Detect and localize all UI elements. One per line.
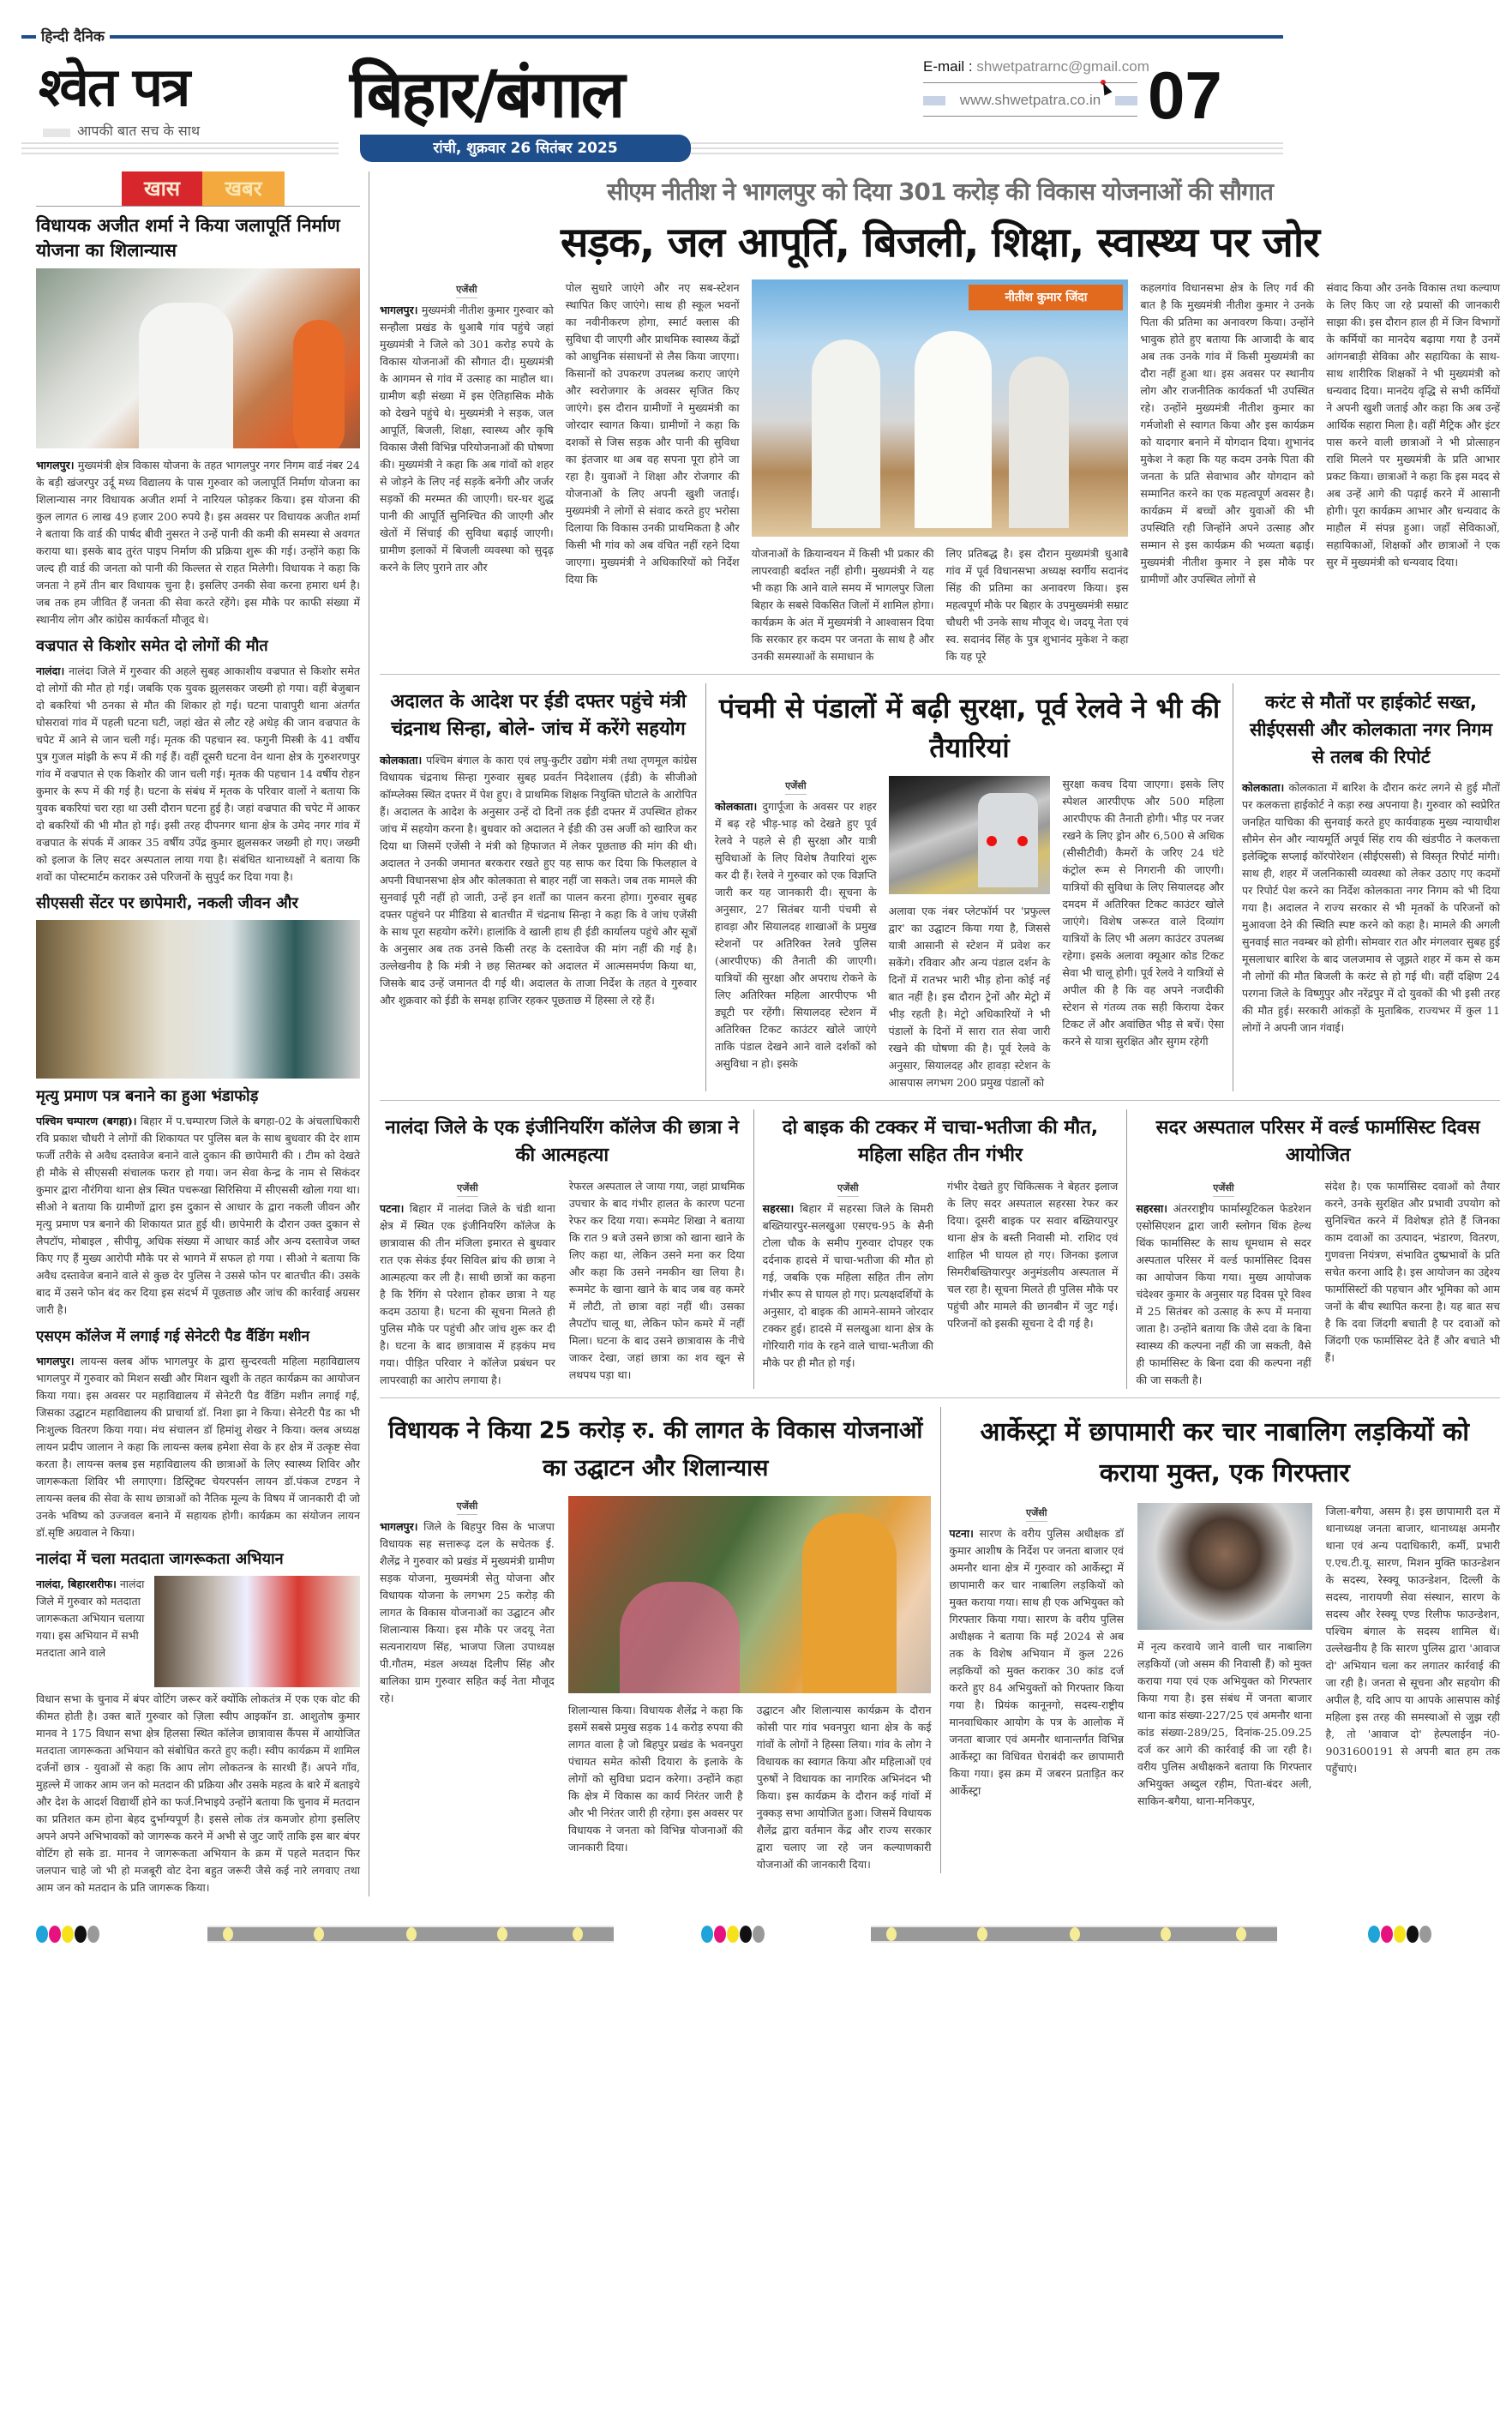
railway-col-2: अलावा एक नंबर प्लेटफॉर्म पर 'प्रफुल्ल द्वार' का उद्घाटन किया गया है, जिससे यात्री आसानी से स्टेशन में प्रवेश कर सकेंगे। रविवार और अन्य पंडाल दर्शन के दिनों में रातभर भारी भीड़ होना कोई नई बात नहीं है। इस दौरान ट्रेनों और मेट्रो में भीड़ रहती है। मेट्रो अधिकारियों ने भी पंडालों के दिनों में सारा रात सेवा जारी रखने की घोषणा की है। पूर्व रेलवे के अनुसार, सियालदह और हावड़ा स्टेशन के आसपास लगभग 200 प्रमुख पंडालों को (888, 904, 1051, 1089)
tagline-bar (43, 129, 70, 137)
photo-mla-ceremony (36, 268, 360, 448)
lead-col-1-wrap (380, 279, 554, 576)
email-link[interactable]: shwetpatrarnc@gmail.com (976, 58, 1149, 75)
story-body (36, 1113, 360, 1319)
story-col-1 (950, 1525, 1125, 1800)
story-headline[interactable]: नालंदा में चला मतदाता जागरूकता अभियान (36, 1550, 284, 1568)
agency-credit: एजेंसी (456, 283, 477, 298)
lead-col-2: पोल सुधारे जाएंगे और नए सब-स्टेशन स्थापित किए जाएंगे। साथ ही स्कूल भवनों का नवीनीकरण होगा, स्मार्ट क्लास की सुविधा दी जाएगी और प्राथमिक स्वास्थ्य केंद्रों को आधुनिक संसाधनों से लैस किया जाएगा। किसानों को उपकरण उपलब्ध कराए जाएंगे और स्वरोजगार के अवसर सृजित किए जाएंगे। इस दौरान ग्रामीणों ने मुख्यमंत्री का जोरदार स्वागत किया। ग्रामीणों ने कहा कि दशकों से जिस सड़क और पानी की सुविधा का इंतजार था अब वह सपना पूरा होने जा रहा है। युवाओं ने शिक्षा और रोजगार की योजनाओं के लिए अपनी खुशी जताई। मुख्यमंत्री ने लोगों से संवाद करते हुए भरोसा दिलाया कि विकास उनकी प्राथमिकता है और किसी भी गांव को अब वंचित नहीं रहने दिया जाएगा। मुख्यमंत्री ने अधिकारियों को निर्देश दिया कि (565, 281, 740, 586)
story-subheadline: मृत्यु प्रमाण पत्र बनाने का हुआ भंडाफोड़ (36, 1087, 259, 1105)
story-text: बिहार में प.चम्पारण जिले के बगहा-02 के अंचलाधिकारी रवि प्रकाश चौधरी ने लोगों की शिकायत पर पुलिस बल के साथ बुधवार की देर शाम फर्जी तरीके से अवैध दस्तावेज बनाने वाले दुकान की छापेमारी की । टीम को देखते ही मौके से सीएससी संचालक फरार हो गया। जन सेवा केन्द्र के नाम से सिकंदर कुमार द्वारा नौरंगिया थाना क्षेत्र स्थित पचरूखा सिरिसिया में सीएससी खोला गया था। सीओ ने बताया कि ग्रामीणों द्वारा इस दुकान से आधार के द्वारा नकली जीवन और मृत्यु प्रमाण पत्र बनाने की शिकायत प्रात हुई थी। छापेमारी के दौरान उक्त दुकान से लैपटॉप, मोबाइल , सीपीयू, अधिक संख्या में आधार कार्ड और अन्य दस्तावेज जब्त किए गए हैं मुख्य आरोपी मौके पर से भागने में सफल हो गया । सीओ ने बताया कि अवैध दस्तावेज बनाने वाले से कुछ देर पुलिस ने उससे फोन पर बातचीत की। उसके बाद में उसने फोन बंद कर दिया इस संदर्भ में पूछताछ और जांच की कार्रवाई अग्रसर जारी है। (36, 1115, 360, 1316)
page-body (21, 171, 1500, 1896)
lead-col-3: योजनाओं के क्रियान्वयन में किसी भी प्रकार की लापरवाही बर्दाश्त नहीं होगी। मुख्यमंत्री ने यह भी कहा कि आने वाले समय में भागलपुर जिला बिहार के सबसे विकसित जिलों में शामिल होगा। कार्यक्रम के अंत में मुख्यमंत्री ने आश्वासन दिया कि सरकार हर कदम पर जनता के साथ है और उनकी समस्याओं के समाधान के (751, 547, 934, 663)
dateline: नालंदा। (36, 664, 65, 677)
story-col-1-wrap (950, 1503, 1125, 1810)
railway-col-1-wrap (715, 776, 877, 1073)
story-text: नालंदा जिले में गुरुवार को मतदाता जागरूकता अभियान चलाया गया। इस अभियान में सभी मतदाता आने वाले (36, 1578, 145, 1659)
section-title: बिहार/बंगाल (350, 56, 623, 132)
story-cols (950, 1503, 1501, 1810)
agency-wrap (380, 279, 554, 302)
story-block (940, 1407, 1501, 1873)
dateline: भागलपुर। (380, 304, 418, 316)
story-text: मुख्यमंत्री नीतीश कुमार गुरुवार को सन्हौला प्रखंड के धुआबै गांव पहुंचे जहां मुख्यमंत्री ने जिले को 301 करोड़ रुपये के विकास योजनाओं की सौगात दी। मुख्यमंत्री के आगमन से गांव में उत्साह का माहौल था। ग्रामीण बड़ी संख्या में इस ऐतिहासिक मौके को देखने पहुंचे थे। मुख्यमंत्री ने सड़क, जल आपूर्ति, बिजली, शिक्षा, स्वास्थ्य और कृषि विकास जैसी विभिन्न परियोजनाओं की घोषणा की। मुख्यमंत्री ने कहा कि अब गांवों को शहर से जोड़ने के लिए नई सड़कें बनेंगी और जर्जर सड़कों की मरम्मत की जाएगी। घर-घर शुद्ध पानी की आपूर्ति सुनिश्चित की जाएगी और खेतों में सिंचाई की सुविधा बढ़ाई जाएगी। ग्रामीण इलाकों में बिजली व्यवस्था को सुदृढ़ करने के लिए पुराने तार और (380, 304, 554, 574)
story-cols (763, 1178, 1119, 1372)
story-col-3: जिला-बगैया, असम है। इस छापामारी दल में थानाध्यक्ष जनता बाजार, थानाध्यक्ष अमनौर थाना एवं अन्य पदाधिकारी, कर्मी, प्रभारी ए.एच.टी.यू. सारण, मिशन मुक्ति फाउन्डेशन के सदस्य, रेस्क्यू फाउन्डेशन, दिल्ली के सदस्य, नारायणी सेवा संस्थान, सारण के सदस्य और रेस्क्यू एण्ड रिलीफ फाउन्डेशन, पश्चिम बंगाल के सदस्य शामिल थें। उल्लेखनीय है कि सारण पुलिस द्वारा 'आवाज दो' अभियान चला कर लगातर कार्रवाई की जा रही है। जनता से सूचना और सहयोग की अपील है, यदि आप या आपके आसपास कोई महिला इस तरह की समस्याओं से जुझ रही है, तो 'आवाज दो' हेल्पलाईन नं0-9031600191 से अपनी बात हम तक पहुँचाएं। (1325, 1505, 1500, 1775)
agency-credit: एजेंसी (785, 779, 807, 795)
cmyk-marks-right (1368, 1926, 1431, 1943)
left-stories (21, 213, 360, 1896)
railway-cols (715, 776, 1224, 1091)
story-body (380, 752, 697, 1009)
story-headline[interactable]: सीएससी सेंटर पर छापेमारी, नकली जीवन और (36, 894, 298, 912)
story-col-1 (1136, 1200, 1311, 1389)
dateline: पटना। (949, 1527, 974, 1540)
story-text: कोलकाता में बारिश के दौरान करंट लगने से हुई मौतों पर कलकत्ता हाईकोर्ट ने कड़ा रुख अपनाया है। गुरुवार को स्वप्रेरित जनहित याचिका की सुनवाई करते हुए कार्यवाहक मुख्य न्यायाधीश सौमेन सेन और न्यायमूर्ति अपूर्व सिंह राय की खंडपीठ ने कलकत्ता इलेक्ट्रिक सप्लाई कॉरपोरेशन (सीईएससी) से विस्तृत रिपोर्ट मांगी। साथ ही, शहर में जलनिकासी व्यवस्था को लेकर उठाए गए कदमों पर रिपोर्ट पेश करने का निर्देश कोलकाता नगर निगम को भी दिया गया है। अदालत ने राज्य सरकार से भी मृतकों के परिजनों को मुआवजा देने की स्थिति स्पष्ट करने को कहा है। मामले की अगली सुनवाई सात नवम्बर को होगी। सोमवार रात और मंगलवार सुबह हुई मूसलाधार बारिश के बाद जलजमाव से जूझते शहर में कम से कम नौ लोगों की मौत बिजली के करंट से हो गई थी। वहीं दक्षिण 24 परगना जिले के विष्णुपुर और नरेंद्रपुर में दो युवकों की भी इसी तरह की मौत हुई। सरकारी आंकड़ों के मुताबिक, राज्यभर में कुल 11 लोगों ने अपनी जान गंवाई। (1242, 781, 1500, 1034)
agency-wrap (715, 776, 877, 798)
tagline: आपकी बात सच के साथ (77, 123, 201, 139)
story-cols (380, 1178, 745, 1389)
section-rule (380, 1100, 1500, 1101)
story-body-wrap (36, 1576, 146, 1687)
main-area (380, 171, 1500, 1896)
story-col-3: उद्घाटन और शिलान्यास कार्यक्रम के दौरान कोसी पार गांव भवनपुरा थाना क्षेत्र के कई गांवों के लोगों ने हिस्सा लिया। गांव के लोग ने विधायक का स्वागत किया और महिलाओं एवं पुरुषों ने विधायक का नागरिक अभिनंदन भी किया। इस कार्यक्रम के दौरान कई गांवों में नुक्कड़ सभा आयोजित हुआ। जिसमें विधायक शैलेंद्र द्वारा वर्तमान केंद्र और राज्य सरकार द्वारा चलाए जा रहे जन कल्याणकारी योजनाओं की जानकारी दिया। (756, 1704, 932, 1871)
lead-kicker: सीएम नीतीश ने भागलपुर को दिया 301 करोड़ की विकास योजनाओं की सौगात (607, 177, 1273, 206)
khas-label: खास (122, 171, 202, 206)
story-body (1242, 779, 1500, 1037)
dateline: सहरसा। (1136, 1202, 1167, 1215)
dateline: कोलकाता। (715, 800, 758, 813)
masthead-lines-right (691, 142, 1283, 154)
photo-cm-nitish-stage (752, 279, 1129, 537)
hc-story (1233, 683, 1500, 1091)
photo-banner-text: नीतीश कुमार जिंदा (969, 285, 1123, 310)
website-bar-right (1115, 96, 1137, 105)
edition-type: हिन्दी दैनिक (36, 26, 110, 45)
story-text: सारण के वरीय पुलिस अधीक्षक डॉ कुमार आशीष के निर्देश पर जनता बाजार एवं अमनौर थाना क्षेत्र में गुरुवार को आर्केस्ट्रा में छापामारी कर चार नाबालिग लड़कियों को मुक्त कराया गया। साथ ही एक अभियुक्त को गिरफ्तार किया गया। सारण के वरीय पुलिस अधीक्षक ने बताया कि मई 2024 से अब तक के विशेष अभियान में कुल 226 लड़कियों को मुक्त कराकर 30 कांड दर्ज करते हुए 84 अभियुक्तों को गिरफ्तार किया गया है। प्रियंक कानूनगो, सदस्य-राष्ट्रीय मानवाधिकार आयोग के पत्र के आलोक में जनता बाजार एवं अमनौर थानान्तर्गत विभिन्न आर्केस्ट्रा का विधिवत घेराबंदी कर छापामारी किया गया। इस क्रम में जबरन प्रताड़ित कर आर्केस्ट्रा (949, 1527, 1124, 1797)
lead-col-5: कहलगांव विधानसभा क्षेत्र के लिए गर्व की बात है कि मुख्यमंत्री नीतीश कुमार ने उनके पिता की प्रतिमा का अनावरण किया। उन्होंने भावुक होते हुए बताया कि आजादी के बाद अब तक उनके गांव में किसी मुख्यमंत्री का दौरा नहीं हुआ था। इस अवसर पर स्थानीय लोग और राजनीतिक कार्यकर्ता भी उपस्थित रहे। उन्होंने मुख्यमंत्री नीतीश कुमार का गर्मजोशी से स्वागत किया और इस कार्यक्रम को यादगार बनाने में योगदान दिया। शुभानंद मुकेश ने कहा कि यह कदम उनके पिता की जनता के प्रति सेवाभाव और योगदान को सम्मानित करने का एक महत्वपूर्ण अवसर है। कार्यक्रम में बच्चों और युवाओं की भी उपस्थिति रही जिन्होंने अपने उत्साह और सम्मान से इस कार्यक्रम की भव्यता बढ़ाई। मुख्यमंत्री नीतीश कुमार ने इस मौके पर ग्रामीणों और उपस्थित लोगों से (1140, 281, 1315, 586)
agency-wrap (380, 1496, 555, 1518)
story-text: पश्चिम बंगाल के कारा एवं लघु-कुटीर उद्योग मंत्री तथा तृणमूल कांग्रेस विधायक चंद्रनाथ सिन्हा गुरुवार सुबह प्रवर्तन निदेशालय (ईडी) के सीजीओ कॉम्प्लेक्स स्थित दफ्तर में पेश हुए। वे प्राथमिक शिक्षक नियुक्ति घोटाले के आरोपित हैं। अदालत के आदेश के अनुसार उन्हें दो दिनों तक ईडी दफ्तर में उपस्थित होकर जांच में सहयोग करना है। बुधवार को अदालत ने ईडी की उस अर्जी को खारिज कर दिया था जिसमें एजेंसी ने मंत्री को हिफाजत में लेकर पूछताछ की मांग की थी। अदालत ने उनकी जमानत बरकरार रखते हुए यह साफ कर दिया कि फिलहाल वे अपनी विधानसभा क्षेत्र और कोलकाता से बाहर नहीं जा सकते। जब तक मामले की सुनवाई पूरी नहीं हो जाती, उन्हें इन शर्तों का पालन करना होगा। गुरुवार सुबह दफ्तर पहुंचने पर मीडिया से बातचीत में चंद्रनाथ सिन्हा ने कहा कि वे जांच एजेंसी के साथ पूरा सहयोग करेंगे। हालांकि वे खाली हाथ ही ईडी कार्यालय पहुंचे और सूत्रों के अनुसार अब तक उनसे किसी तरह के दस्तावेज की मांग नहीं की गई है। उल्लेखनीय है कि मंत्री ने छह सितम्बर को अदालत में आत्मसमर्पण किया था, जिसके बाद उन्हें जमानत दी गई थी। अदालत के ताजा निर्देश के तहत वे गुरुवार और शुक्रवार को ईडी के समक्ष हाजिर रहकर पूछताछ में हिस्सा ले रहे हैं। (380, 754, 697, 1007)
story-headline[interactable]: विधायक ने किया 25 करोड़ रु. की लागत के विकास योजनाओं का उद्घाटन और शिलान्यास (388, 1417, 923, 1481)
agency-credit: एजेंसी (837, 1181, 859, 1197)
dateline: भागलपुर। (380, 1520, 418, 1533)
story-text: बिहार में सहरसा जिले के सिमरी बख्तियारपुर-सलखुआ एसएच-95 के सैनी टोला चौक के समीप गुरुवार दोपहर एक दर्दनाक हादसे में चाचा-भतीजा की मौत हो गई, जबकि एक महिला सहित तीन लोग गंभीर रूप से घायल हो गए। प्रत्यक्षदर्शियों के अनुसार, दो बाइक की आमने-सामने जोरदार टक्कर हुई। हादसे में सलखुआ थाना क्षेत्र के गोरियारी गांव के रहने वाले चाचा-भतीजा की मौके पर ही मौत हो गई। (762, 1202, 933, 1369)
story-body: विधान सभा के चुनाव में बंपर वोटिंग जरूर करें क्योंकि लोकतंत्र में एक एक वोट की कीमत होती है। उक्त बातें गुरुवार को ज़िला स्वीप आइकॉन डा. आशुतोष कुमार मानव ने 175 विधान सभा क्षेत्र हिलसा स्थित कॉलेज छात्रावास कैंपस में आयोजित मतदाता जागरूकता अभियान को संबोधित करते हुए कही। स्वीप कार्यक्रम में शामिल दर्जनों छात्र - युवाओं से कहा कि आप लोग लोकतन्त्र के सारथी हैं। अपने गाँव, मुहल्ले में जाकर आम जन को मतदान की प्रक्रिया और उसके महत्व के बारे में बताइये और देश के आदर्श विद्यार्थी होने का फर्ज.निभाइये उन्होंने बताया कि चुनाव में मतदान का प्रतिशत कम होना बेहद दुर्भाग्यपूर्ण है। इससे लोक तंत्र कमजोर होगा इसलिए अपने अपने अभिभावकों को जागरूक करने में अभी से जुट जाएँ ताकि इस बार बंपर वोटिंग हो सके डा. मानव ने जागरूकता अभियान के क्रम में पहले मतदान फिर जलपान चाहे जो भी हो मजबूरी वोट देना बहुत जरूरी जैसे कई नारे लगवाए तथा आम जन को मतदान के प्रति जागरूक किया। (36, 1692, 360, 1894)
story-headline[interactable]: सदर अस्पताल परिसर में वर्ल्ड फार्मासिस्ट दिवस आयोजित (1155, 1117, 1480, 1166)
agency-credit: एजेंसी (457, 1181, 478, 1197)
website-link[interactable]: www.shwetpatra.co.in (959, 92, 1101, 108)
railway-col-2-wrap (889, 776, 1051, 1091)
story-col-1-wrap (1136, 1178, 1311, 1389)
photo-metro-train (889, 776, 1051, 894)
story-cols (1136, 1178, 1500, 1389)
khas-khabar-label (122, 171, 360, 206)
registration-bar-left (207, 1926, 614, 1943)
lead-col-4: लिए प्रतिबद्ध है। इस दौरान मुख्यमंत्री धुआबै गांव में पूर्व विधानसभा अध्यक्ष स्वर्गीय सदानंद सिंह की प्रतिमा का अनावरण किया। इस महत्वपूर्ण मौके पर बिहार के उपमुख्यमंत्री सम्राट चौधरी भी उनके साथ मौजूद थे। जदयू नेता एवं स्व. सदानंद सिंह के पुत्र शुभानंद मुकेश ने कहा कि यह पूरे (945, 547, 1129, 663)
story-block (380, 1109, 753, 1389)
story-headline[interactable]: अदालत के आदेश पर ईडी दफ्तर पहुंचे मंत्री चंद्रनाथ सिन्हा, बोले- जांच में करेंगे सहयोग (390, 691, 687, 740)
story-headline[interactable]: दो बाइक की टक्कर में चाचा-भतीजा की मौत, महिला सहित तीन गंभीर (782, 1117, 1099, 1166)
masthead (21, 0, 1500, 171)
story-headline[interactable]: विधायक अजीत शर्मा ने किया जलापूर्ति निर्माण योजना का शिलान्यास (36, 215, 340, 261)
story-photo-block (568, 1496, 932, 1873)
railway-story (705, 683, 1233, 1091)
lead-col-6: संवाद किया और उनके विकास तथा कल्याण के लिए किए जा रहे प्रयासों की जानकारी साझा की। इस दौरान हाल ही में जिन विभागों के कर्मियों का मानदेय बढ़ाया गया है उनमें आंगनबाड़ी सेविका और सहायिका के साथ-साथ शारीरिक शिक्षकों ने भी मुख्यमंत्री को धन्यवाद दिया। मानदेय वृद्धि से सभी कर्मियों ने अपनी खुशी जताई और कहा कि अब उन्हें आर्थिक सहारा मिला है। वहीं मैट्रिक और इंटर पास करने वाली छात्राओं ने भी प्रोत्साहन राशि मिलने पर मुख्यमंत्री के प्रति आभार प्रकट किया। छात्राओं ने कहा कि इस मदद से अब उन्हें आगे की पढ़ाई करने में आसानी होगी। पूरा कार्यक्रम आभार और धन्यवाद के माहौल में संपन्न हुआ। जहाँ सेविकाओं, सहायिकाओं, शिक्षकों और छात्राओं ने एक सुर में मुख्यमंत्री को धन्यवाद दिया। (1326, 281, 1500, 568)
row-3 (380, 1109, 1500, 1389)
masthead-lines-left (21, 142, 339, 154)
print-marks (21, 1908, 1500, 1960)
agency-credit: एजेंसी (457, 1499, 478, 1515)
story-block (1126, 1109, 1500, 1389)
story-col-2: संदेश है। एक फार्मासिस्ट दवाओं को तैयार करने, उनके सुरक्षित और प्रभावी उपयोग को सुनिश्चित करने में विशेषज्ञ होते हैं जिनका काम दवाओं का उत्पादन, भंडारण, वितरण, गुणवत्ता नियंत्रण, संभावित दुष्प्रभावों के प्रति सचेत करना आदि है। इस आयोजन का उद्देश्य फार्मासिस्टों की पहचान और भूमिका को आम जनों के बीच स्थापित करना है। यह बात सच है कि दवा जिंदगी बचाती है पर दवाओं को जिंदगी एक फार्मासिस्ट देते हैं और बचाते भी हैं। (1324, 1180, 1500, 1364)
lead-photo-cols (752, 545, 1129, 665)
story-col-1-wrap (763, 1178, 933, 1372)
agency-wrap (1136, 1178, 1311, 1200)
dateline: कोलकाता। (380, 754, 423, 766)
agency-credit: एजेंसी (1026, 1506, 1047, 1522)
story-col-1 (763, 1200, 933, 1372)
photo-csc-raid (36, 920, 360, 1079)
story-block (753, 1109, 1127, 1389)
agency-wrap (763, 1178, 933, 1200)
newspaper-logo: श्वेत पत्र (39, 56, 189, 118)
story-headline[interactable]: वज्रपात से किशोर समेत दो लोगों की मौत (36, 637, 268, 655)
agency-wrap (380, 1178, 555, 1200)
dateline: पटना। (380, 1202, 405, 1215)
story-col-2: शिलान्यास किया। विधायक शैलेंद्र ने कहा कि इसमें सबसे प्रमुख सड़क 14 करोड़ रुपया की लागत वाला है जो बिहपुर प्रखंड के भवनपुरा पंचायत समेत कोसी दियारा के इलाके के लोगों को सुविधा प्रदान करेगा। उन्होंने कहा कि क्षेत्र में विकास का कार्य निरंतर जारी है और भी निरंतर जारी ही रहेगा। इस अवसर पर विधायक ने जनता को विभिन्न योजनाओं की जानकारी दिया। (567, 1704, 743, 1854)
story-cols (380, 1496, 932, 1873)
story-photo-cols (568, 1702, 932, 1873)
section-rule (380, 674, 1500, 675)
story-headline[interactable]: करंट से मौतों पर हाईकोर्ट सख्त, सीईएससी और कोलकाता नगर निगम से तलब की रिपोर्ट (1249, 692, 1493, 767)
row-4 (380, 1407, 1500, 1873)
dateline-badge: रांची, शुक्रवार 26 सितंबर 2025 (360, 135, 691, 162)
story-headline[interactable]: आर्केस्ट्रा में छापामारी कर चार नाबालिग लड़कियों को कराया मुक्त, एक गिरफ्तार (980, 1417, 1470, 1488)
story-text: लायन्स क्लब ऑफ भागलपुर के द्वारा सुन्दरवती महिला महाविद्यालय भागलपुर में गुरुवार को मिशन सखी और मिशन खुशी के तहत कार्यक्रम का आयोजन किया गया। इस अवसर पर महाविद्यालय में सेनेटरी पैड वैंडिंग मशीन लगाई गई, जिसका उद्घाटन महाविद्यालय की प्राचार्या डॉ. निशा झा ने किया। सेनेटरी पैड का भी निःशुल्क वितरण किया गया। मंच संचालन डॉ हिमांशु शेखर ने किया। क्लब अध्यक्ष लायन प्रदीप जालान ने कहा कि लायन्स क्लब हमेशा सेवा के हर क्षेत्र में उत्कृष्ट सेवा करता है। लायन्स क्लब इस महाविद्यालय की छात्राओं के लिए स्वास्थ्य शिविर और जागरूकता शिविर भी लगाएगा। डिस्ट्रिक्ट चेयरपर्सन लायन डॉ.पंकज टण्डन ने लायन्स क्लब की सेवा के साथ छात्राओं को नैतिक मूल्य के विषय में जानकारी दी जो उनके भविष्य को उज्जवल बनाने में सहायक होगी। कार्यक्रम का संयोजन लायन डॉ.सृष्टि अग्रवाल ने किया। (36, 1355, 360, 1539)
story-body (36, 457, 360, 628)
lead-col-1 (380, 302, 554, 576)
story-col-2: गंभीर देखते हुए चिकित्सक ने बेहतर इलाज के लिए सदर अस्पताल सहरसा रेफर कर दिया। दूसरी बाइक पर सवार बख्तियारपुर थाना क्षेत्र के बस्ती निवासी मो. राशिद एवं शाहिल भी घायल हो गए। जिनका इलाज सिमरीबख्तियारपुर अनुमंडलीय अस्पताल में चल रहा है। सूचना मिलते ही पुलिस मौके पर पहुंची और मामले की छानबीन में जुट गई। परिजनों को इसकी सूचना दे दी गई है। (946, 1180, 1119, 1330)
photo-voter-awareness (154, 1576, 360, 1687)
story-text: मुख्यमंत्री क्षेत्र विकास योजना के तहत भागलपुर नगर निगम वार्ड नंबर 24 के बड़ी खंजरपुर उर्दू मध्य विद्यालय के पास गुरुवार को जलापूर्ति निर्माण योजना का शिलान्यास नगर विधायक अजीत शर्मा ने नारियल फोड़कर किया। इस योजना की कुल लागत 6 लाख 49 हजार 200 रुपये है। इस अवसर पर विधायक अजीत शर्मा ने बताया कि वार्ड की पार्षद बीवी नुसरत ने उन्हें पानी की कमी की समस्या से अवगत कराया था। इसके बाद तुरंत पाइप निर्माण की प्रक्रिया शुरू की गई। उन्होंने कहा कि जल्द ही वार्ड की जनता को पानी की किल्लत से राहत मिलेगी। विधायक ने कहा कि जनता ने हमें तीन बार विधायक चुना है। इसलिए उनकी सेवा करना हमारा धर्म है। जब तक हम जीवित हैं जनता की सेवा करते रहेंगे। इस मौके पर काफी संख्या में स्थानीय लोग और कांग्रेस कार्यकर्ता मौजूद थे। (36, 459, 360, 626)
story-body (36, 663, 360, 886)
khabar-label: खबर (202, 171, 285, 206)
story-text: जिले के बिहपुर विस के भाजपा विधायक सह सत्तारूढ़ दल के सचेतक ई. शैलेंद्र ने गुरुवार को प्रखंड में मुख्यमंत्री ग्रामीण सड़क योजना, मुख्यमंत्री सेतु योजना और विधायक योजना के लगभग 25 करोड़ की लागत के विकास योजनाओं का उद्घाटन और शिलान्यास किया। इस मौके पर जदयू नेता सत्यनारायण सिंह, भाजपा जिला उपाध्यक्ष पी.गौतम, मंडल अध्यक्ष दिलीप सिंह और बालिका ग्राम गुरुवार सहित कई नेता मौजूद रहे। (380, 1520, 555, 1704)
story-col-1-wrap (380, 1178, 555, 1389)
photo-mla-inauguration (568, 1496, 932, 1693)
story-text: नालंदा जिले में गुरुवार की अहले सुबह आकाशीय वज्रपात से किशोर समेत दो लोगों की मौत हो गई। जबकि एक युवक झुलसकर जख्मी हो गया। वहीं बेजुबान दो बकरियां भी ठनका से मौत की शिकार हो गई। घटना पावापुरी थाना अंतर्गत घोसरावां गांव में पहली घटना घटी, जहां खेत से लौट रहे अधेड़ की जान वज्रपात के चपेट में आने से जान चली गई। मृतक की पहचान स्व. फगुनी मिस्त्री के 41 वर्षीय पुत्र गुजल मांझी के रूप में की गई हैं। वहीं दूसरी घटना वेन थाना क्षेत्र के गुरुशरणपुर गांव में वज्रपात से एक किशोर की जान चली गई। मृतक की पहचान 14 वर्षीय रोहन कुमार के रूप में की गई है। घटना के संबंध में मृतक के परिवार वालों ने बताया कि युवक बकरियां चरा रहा था उसी दौरान घटना हुई है। जहां वज्रपात की चपेट में आकर दो बकरियों की भी मौत हो गई। इसी तरह दीपनगर थाना क्षेत्र के उमेद नगर गांव में वज्रपात के संपर्क में आकर 35 वर्षीय उपेंद्र कुमार झुलसकर जख्मी हो गए। जख्मी को इलाज के लिए सदर अस्पताल लाया गया है। संबंधित थानाध्यक्षों ने बताया कि शवों का पोस्टमार्टम कराकर उसे परिजनों के सुपुर्द कर दिया गया है। (36, 664, 360, 883)
registration-bar-right (871, 1926, 1277, 1943)
dateline: नालंदा, बिहारशरीफ। (36, 1578, 117, 1590)
story-wrap-row (36, 1576, 360, 1687)
story-col-1 (380, 1200, 555, 1389)
story-headline[interactable]: पंचमी से पंडालों में बढ़ी सुरक्षा, पूर्व रेलवे ने भी की तैयारियां (718, 692, 1221, 764)
railway-col-1 (715, 798, 877, 1073)
page-number: 07 (1148, 57, 1222, 133)
story-col-2: रेफरल अस्पताल ले जाया गया, जहां प्राथमिक उपचार के बाद गंभीर हालत के कारण पटना रेफर कर दिया गया। रूममेट शिखा ने बताया कि रात 9 बजे उसने छात्रा को खाना खाने के लिए कहा था, लेकिन उसने मना कर दिया और कहा कि उसने नमकीन खा लिया है। रूममेट के खाना खाने के बाद जब वह कमरे में लौटी, तो छात्रा वहां नहीं थी। उसका लैपटॉप चालू था, लेकिन फोन कमरे में नहीं मिला। घटना के बाद उसने छात्रावास के नीचे जाकर देखा, जहां छात्रा का शव खून से लथपथ पड़ा था। (568, 1180, 745, 1381)
story-col-2: में नृत्य करवाये जाने वाली चार नाबालिग लड़कियों (जो असम की निवासी हैं) को मुक्त कराया गया एवं एक अभियुक्त को गिरफ्तार किया गया है। इस संबंध में जनता बाजार थाना कांड संख्या-227/25 एवं अमनौर थाना कांड संख्या-289/25, दिनांक-25.09.25 दर्ज कर आगे की कार्रवाई की जा रही है। वरीय पुलिस अधीक्षकने बताया कि गिरफ्तार अभियुक्त अब्दुल रहीम, पिता-बंदर अली, साकिन-बगैया, थाना-मनिकपुर, (1137, 1640, 1312, 1807)
story-text: बिहार में नालंदा जिले के चंडी थाना क्षेत्र में स्थित एक इंजीनियरिंग कॉलेज के छात्रावास की तीन मंजिला इमारत से बुधवार रात एक सेकंड ईयर सिविल ब्रांच की छात्रा ने आत्महत्या कर ली है। साथी छात्रों का कहना है कि रैगिंग से परेशान होकर छात्रा ने यह कदम उठाया है। घटना की सूचना मिलते ही पुलिस मौके पर पहुंची और जांच शुरू कर दी है। घटना के बाद छात्रावास में हड़कंप मच गया। पीड़ित परिवार ने कॉलेज प्रबंधन पर लापरवाही का आरोप लगाया है। (380, 1202, 555, 1386)
row-2 (380, 683, 1500, 1091)
story-body (36, 1353, 360, 1542)
website-bar-left (923, 96, 945, 105)
story-text: अंतरराष्ट्रीय फार्मास्यूटिकल फेडरेशन एसोसिएशन द्वारा जारी स्लोगन थिंक हेल्थ थिंक फार्मासिस्ट के साथ धूमधाम से सदर अस्पताल परिसर में वर्ल्ड फार्मासिस्ट दिवस का आयोजन किया गया। मुख्य आयोजक चंदेश्वर कुमार के अनुसार यह दिवस पूरे विश्व में 25 सितंबर को उत्साह के रूप में मनाया जाता है। उन्होंने बताया कि जैसे दवा के बिना स्वास्थ्य की कल्पना नहीं की जा सकती, वैसे ही फार्मासिस्ट के बिना दवा की कल्पना नहीं की जा सकती है। (1136, 1202, 1311, 1386)
lead-story-body (380, 279, 1500, 665)
left-column (21, 171, 369, 1896)
cmyk-marks-left (36, 1926, 99, 1943)
dateline: भागलपुर। (36, 459, 75, 472)
story-col-2-wrap (1137, 1503, 1312, 1810)
story-headline[interactable]: एसएम कॉलेज में लगाई गई सेनेटरी पैड वैंडिंग मशीन (36, 1328, 310, 1345)
story-col-1-wrap (380, 1496, 555, 1873)
lead-photo-block (752, 279, 1129, 665)
story-text: दुगार्पूजा के अवसर पर शहर में बढ़ रहे भीड़-भाड़ को देखते हुए पूर्व रेलवे ने पहले से ही सुरक्षा और यात्री सुविधाओं के लिए विशेष तैयारियां शुरू कर दी हैं। रेलवे ने गुरुवार को एक विज्ञप्ति जारी कर यह जानकारी दी। सूचना के अनुसार, 27 सितंबर यानी पंचमी से हावड़ा और सियालदह शाखाओं के प्रमुख स्टेशनों पर अतिरिक्त रेलवे पुलिस (आरपीएफ) की तैनाती की जाएगी। यात्रियों की सुरक्षा और अपराध रोकने के लिए अतिरिक्त महिला आरपीएफ भी ड्यूटी पर रहेंगी। सियालदह स्टेशन में अतिरिक्त टिकट काउंटर खोले जाएंगे ताकि पंडाल देखने आने वाले दर्शकों को असुविधा न हो। इसके (715, 800, 877, 1070)
email-line (923, 58, 1149, 83)
railway-col-3: सुरक्षा कवच दिया जाएगा। इसके लिए स्पेशल आरपीएफ और 500 महिला आरपीएफ की तैनाती होगी। भीड़ पर नजर रखने के लिए ड्रोन और 6,500 से अधिक (सीसीटीवी) कैमरों के जरिए 24 घंटे कंट्रोल रूम से निगरानी की जाएगी। यात्रियों की सुविधा के लिए सियालदह और दमदम में अतिरिक्त टिकट काउंटर खोले जाएंगे। विशेष जरूरत वाले दिव्यांग यात्रियों के लिए भी अलग काउंटर उपलब्ध रहेगा। इसके अलावा क्यूआर कोड टिकट सेवा भी चालू होगी। पूर्व रेलवे ने यात्रियों से अपील की है कि वह अपने नजदीकी स्टेशन से गंतव्य तक सही किराया देकर टिकट लें और अवांछित भीड़ से बचें। ऐसा करने से यात्रा सुरक्षित और सुगम रहेगी (1062, 778, 1224, 1048)
photo-accused (1137, 1503, 1312, 1630)
dateline: सहरसा। (762, 1202, 795, 1215)
email-label: E-mail : (923, 58, 973, 75)
lead-headline[interactable]: सड़क, जल आपूर्ति, बिजली, शिक्षा, स्वास्थ्य पर जोर (561, 219, 1319, 267)
box-top-rule (36, 206, 360, 207)
story-block (380, 1407, 940, 1873)
dateline: कोलकाता। (1242, 781, 1285, 794)
story-col-1 (380, 1518, 555, 1707)
story-headline[interactable]: नालंदा जिले के एक इंजीनियरिंग कॉलेज की छात्रा ने की आत्महत्या (385, 1117, 740, 1166)
agency-credit: एजेंसी (1213, 1181, 1234, 1197)
cmyk-marks-center (701, 1926, 765, 1943)
agency-wrap (950, 1503, 1125, 1525)
section-rule (380, 1397, 1500, 1398)
dateline: पश्चिम चम्पारण (बगहा)। (36, 1115, 137, 1127)
masthead-rule (21, 35, 1283, 39)
ed-story (380, 683, 705, 1091)
dateline: भागलपुर। (36, 1355, 75, 1367)
